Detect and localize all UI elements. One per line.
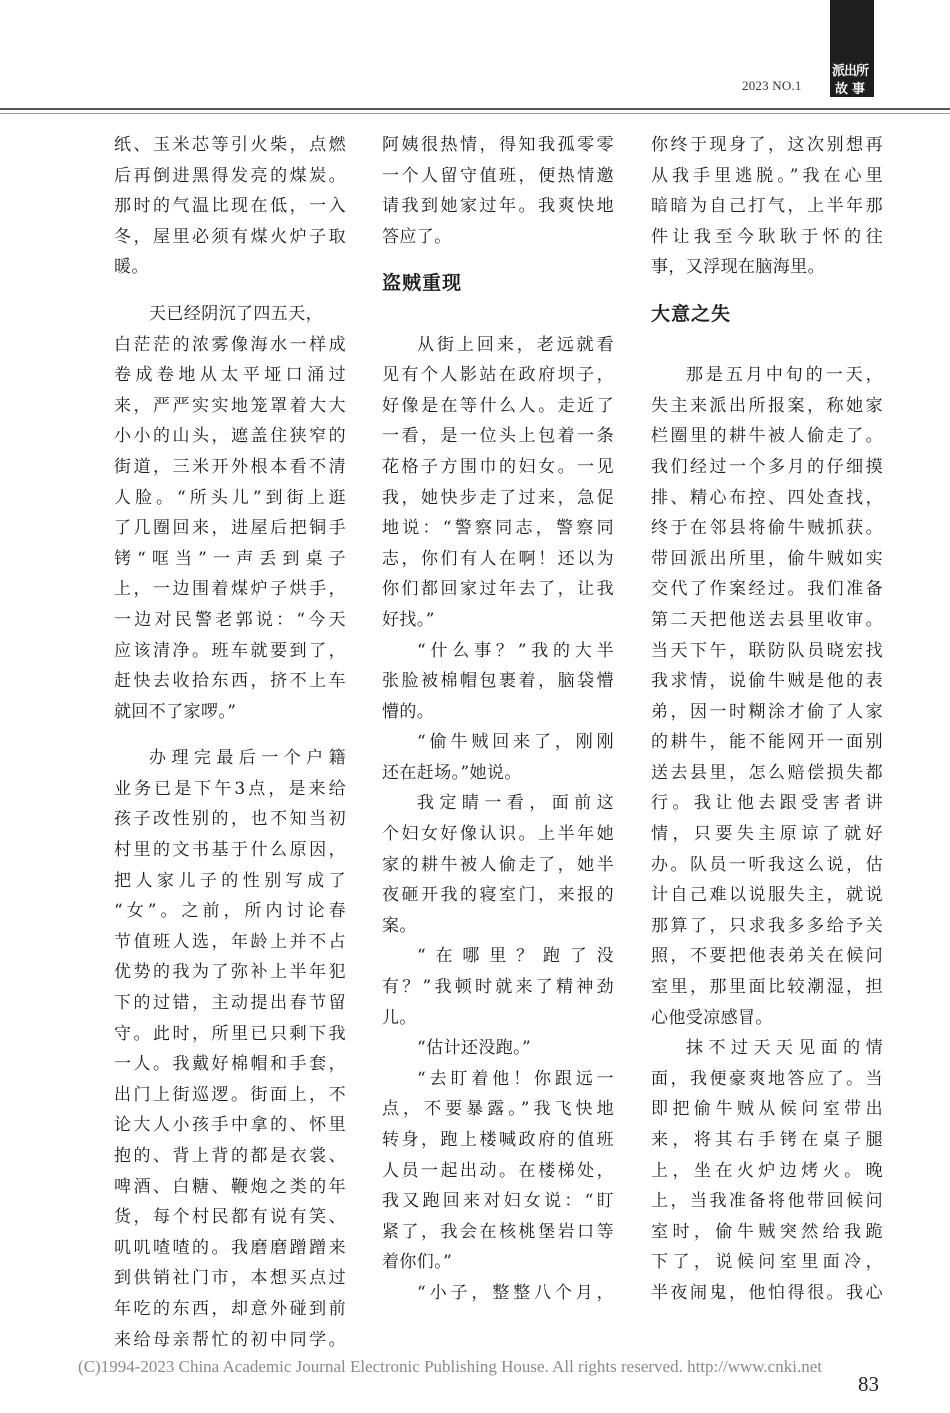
text-line: 白茫茫的浓雾像海水一样成 (114, 334, 346, 355)
text-line: 铐“哐当”一声丢到桌子 (114, 548, 346, 569)
text-line: 从我手里逃脱。”我在心里 (651, 165, 883, 186)
paragraph-start: “去盯着他！你跟远一 (417, 1068, 614, 1089)
text-line: 半夜闹鬼，他怕得很。我心 (651, 1282, 883, 1303)
text-line: 好找。” (382, 609, 435, 630)
text-line: 那时的气温比现在低，一入 (114, 196, 346, 217)
text-line: 排、精心布控、四处查找， (651, 487, 883, 508)
text-line: 人脸。“所头儿”到街上逛 (114, 487, 346, 508)
text-line: 你终于现身了，这次别想再 (651, 135, 883, 155)
text-line: 转身，跑上楼喊政府的值班 (382, 1130, 614, 1150)
text-line: 出门上街巡逻。街面上，不 (114, 1084, 346, 1105)
text-line: 人员一起出动。在楼梯处， (382, 1160, 614, 1181)
text-line: 请我到她家过年。我爽快地 (382, 196, 614, 217)
text-line: 应该清净。班车就要到了， (114, 640, 346, 661)
text-line: 赶快去收拾东西，挤不上车 (114, 671, 346, 692)
section-heading: 大意之失 (651, 302, 732, 325)
text-line: 着你们。” (382, 1252, 453, 1273)
text-line: “女”。之前，所内讨论春 (114, 901, 346, 922)
text-line: 送去县里，怎么赔偿损失都 (651, 762, 883, 783)
text-line: 花格子方围巾的妇女。一见 (382, 456, 614, 477)
text-column-3 (651, 130, 883, 1309)
text-line: 行。我让他去跟受害者讲 (651, 793, 883, 814)
text-line: 年吃的东西，却意外碰到前 (114, 1298, 346, 1319)
text-line: 照，不要把他表弟关在候问 (651, 946, 883, 967)
text-line: 紧了，我会在核桃堡岩口等 (382, 1221, 614, 1242)
text-line: 张脸被棉帽包裹着，脑袋懵 (382, 671, 614, 692)
paragraph-start: 我定睛一看，面前这 (417, 793, 614, 814)
text-line: 个妇女好像认识。上半年她 (382, 824, 614, 845)
text-line: 第二天把他送去县里收审。 (651, 609, 883, 630)
text-line: 了几圈回来，进屋后把铜手 (114, 518, 346, 539)
text-line: 好像是在等什么人。走近了 (382, 395, 614, 416)
text-line: 失主来派出所报案，称她家 (651, 395, 883, 416)
text-line: 儿。 (382, 1007, 417, 1028)
paragraph-start: 办理完最后一个户籍 (149, 748, 346, 769)
text-line: 下了，说候问室里面冷， (651, 1252, 883, 1273)
text-line: 室里，那里面比较潮湿，担 (651, 977, 883, 998)
text-line: 室时，偷牛贼突然给我跪 (651, 1221, 883, 1242)
text-line: 案。 (382, 915, 417, 936)
text-line: 夜砸开我的寝室门，来报的 (382, 885, 614, 906)
text-line: 你们都回家过年去了，让我 (382, 579, 614, 600)
text-line: 叽叽喳喳的。我磨磨蹭蹭来 (114, 1237, 346, 1258)
text-line: 下的过错，主动提出春节留 (114, 993, 346, 1014)
text-line: 阿姨很热情，得知我孤零零 (382, 135, 614, 155)
header-rule (0, 108, 950, 110)
text-line: 还在赶场。”她说。 (382, 762, 522, 783)
text-line: 我求情，说偷牛贼是他的表 (651, 671, 883, 692)
text-line: 弟，因一时糊涂才偷了人家 (651, 701, 883, 722)
text-line: 纸、玉米芯等引火柴，点燃 (114, 135, 346, 155)
header-rule-thin (0, 113, 950, 114)
text-line: 优势的我为了弥补上半年犯 (114, 962, 346, 983)
text-line: 面，我便豪爽地答应了。当 (651, 1068, 883, 1089)
text-line: 论大人小孩手中拿的、怀里 (114, 1115, 346, 1136)
text-line: 栏圈里的耕牛被人偷走了。 (651, 426, 883, 447)
text-line: 抱的、背上背的都是衣裳、 (114, 1146, 346, 1166)
paragraph-start: 天已经阴沉了四五天， (149, 303, 323, 324)
page-number: 83 (858, 1372, 879, 1396)
text-line: 啤酒、白糖、鞭炮之类的年 (114, 1176, 346, 1197)
text-line: 情，只要失主原谅了就好 (651, 824, 883, 845)
text-line: 我们经过一个多月的仔细摸 (651, 456, 883, 477)
paragraph-start: “估计还没跑。” (417, 1038, 532, 1059)
paragraph-start: 那是五月中旬的一天， (686, 365, 883, 386)
text-line: 答应了。 (382, 226, 452, 247)
text-line: 业务已是下午3点，是来给 (114, 778, 346, 799)
text-line: 计自己难以说服失主，就说 (651, 885, 883, 906)
section-heading: 盗贼重现 (382, 272, 463, 295)
paragraph-start: “在哪里？跑了没 (417, 946, 614, 967)
paragraph-start: “小子，整整八个月， (417, 1282, 614, 1303)
text-line: 即把偷牛贼从候问室带出 (651, 1099, 883, 1120)
text-line: 一边对民警老郭说：“今天 (114, 609, 346, 630)
text-line: 家的耕牛被人偷走了，她半 (382, 854, 614, 875)
paragraph-start: 抹不过天天见面的情 (686, 1038, 883, 1059)
paragraph-start: “什么事？”我的大半 (417, 640, 614, 661)
text-line: 货，每个村民都有说有笑、 (114, 1207, 346, 1228)
text-line: 一看，是一位头上包着一条 (382, 426, 614, 447)
text-line: 冬，屋里必须有煤火炉子取 (114, 226, 346, 247)
text-column-1 (114, 130, 346, 1355)
text-line: 有？”我顿时就来了精神劲 (382, 977, 614, 998)
text-line: 守。此时，所里已只剩下我 (114, 1023, 346, 1044)
text-line: 来，将其右手铐在桌子腿 (651, 1130, 883, 1150)
paragraph-start: 从街上回来，老远就看 (417, 334, 614, 355)
text-line: 见有个人影站在政府坝子， (382, 365, 614, 386)
column-badge-line2: 故事 (835, 82, 870, 97)
text-line: 的耕牛，能不能网开一面别 (651, 732, 883, 753)
column-badge (830, 0, 874, 97)
column-badge-line1: 派出所 (832, 64, 869, 79)
text-line: 上，当我准备将他带回候问 (651, 1191, 883, 1212)
text-line: 地说：“警察同志，警察同 (382, 518, 614, 539)
text-line: 来给母亲帮忙的初中同学。 (114, 1329, 346, 1350)
text-line: 我又跑回来对妇女说：“盯 (382, 1191, 614, 1212)
copyright-footer: (C)1994-2023 China Academic Journal Electronic Publishing House. All rights reserved. http://www.cnki.net (78, 1357, 822, 1376)
text-line: 到供销社门市，本想买点过 (114, 1268, 346, 1289)
text-line: 终于在邻县将偷牛贼抓获。 (651, 518, 883, 539)
text-line: 懵的。 (382, 701, 435, 722)
text-line: 志，你们有人在啊！还以为 (382, 548, 614, 569)
text-line: 上，一边围着煤炉子烘手， (114, 579, 346, 600)
text-line: 办。队员一听我这么说，估 (651, 854, 883, 875)
text-line: 孩子改性别的，也不知当初 (114, 809, 346, 830)
text-line: 暗暗为自己打气，上半年那 (651, 196, 883, 217)
text-line: 小小的山头，遮盖住狭窄的 (114, 426, 346, 447)
text-line: 上，坐在火炉边烤火。晚 (651, 1160, 883, 1181)
text-line: 一个人留守值班，便热情邀 (382, 165, 614, 186)
text-line: 来，严严实实地笼罩着大大 (114, 395, 346, 416)
text-line: 就回不了家啰。” (114, 701, 237, 722)
text-line: 后再倒进黑得发亮的煤炭。 (114, 165, 346, 186)
text-line: 节值班人选，年龄上并不占 (114, 931, 346, 952)
text-line: 带回派出所里，偷牛贼如实 (651, 548, 883, 569)
text-line: 把人家儿子的性别写成了 (114, 870, 346, 891)
text-line: 件让我至今耿耿于怀的往 (651, 226, 883, 247)
text-line: 一人。我戴好棉帽和手套， (114, 1054, 346, 1075)
text-line: 卷成卷地从太平垭口涌过 (114, 365, 346, 386)
text-line: 街道，三米开外根本看不清 (114, 456, 346, 477)
text-line: 村里的文书基于什么原因， (114, 840, 346, 861)
paragraph-start: “偷牛贼回来了，刚刚 (417, 732, 614, 753)
text-line: 点，不要暴露。”我飞快地 (382, 1099, 614, 1120)
text-line: 心他受凉感冒。 (651, 1007, 773, 1028)
text-line: 我，她快步走了过来，急促 (382, 487, 614, 508)
text-line: 事，又浮现在脑海里。 (651, 257, 825, 278)
text-line: 那算了，只求我多多给予关 (651, 915, 883, 936)
issue-number: 2023 NO.1 (742, 78, 802, 93)
text-column-2 (382, 130, 614, 1309)
text-line: 交代了作案经过。我们准备 (651, 579, 883, 600)
text-line: 当天下午，联防队员晓宏找 (651, 640, 883, 661)
text-line: 暖。 (114, 257, 149, 278)
